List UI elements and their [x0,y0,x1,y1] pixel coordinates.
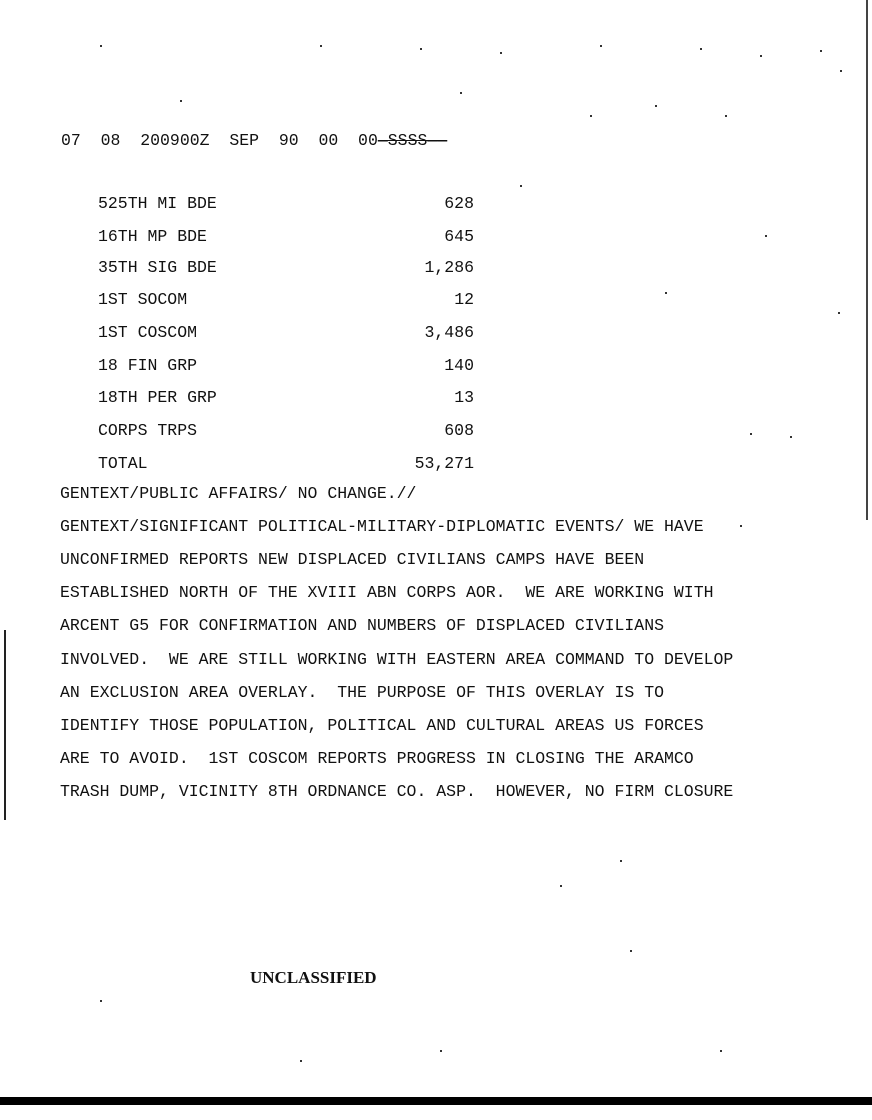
header-fields: 07 08 200900Z SEP 90 00 00 [61,131,378,150]
table-row-value: 3,486 [424,323,474,342]
speck [740,525,742,527]
table-row-value: 12 [454,290,474,309]
speck [500,52,502,54]
speck [440,1050,442,1052]
table-row-unit: 35TH SIG BDE [98,258,217,277]
speck [760,55,762,57]
table-row-unit: 1ST COSCOM [98,323,198,342]
table-row-unit: TOTAL [98,454,148,473]
table-row-value: 140 [444,356,474,375]
speck [460,92,462,94]
speck [300,1060,302,1062]
table-row-unit: 18 FIN GRP [98,356,198,375]
speck [590,115,592,117]
scan-edge-bottom [0,1097,872,1105]
speck [765,235,767,237]
speck [750,433,752,435]
table-row-value: 628 [444,194,474,213]
classification-marking: UNCLASSIFIED [250,968,377,987]
body-line: ARCENT G5 FOR CONFIRMATION AND NUMBERS OF DISPLACED CIVILIANS [60,616,664,636]
body-line: ARE TO AVOID. 1ST COSCOM REPORTS PROGRESS IN CLOSING THE ARAMCO [60,748,694,768]
speck [560,885,562,887]
body-line: AN EXCLUSION AREA OVERLAY. THE PURPOSE OF THIS OVERLAY IS TO [60,682,664,702]
body-line: GENTEXT/SIGNIFICANT POLITICAL-MILITARY-DIPLOMATIC EVENTS/ WE HAVE [60,517,704,537]
table-row-unit: 1ST SOCOM [98,290,188,309]
body-line: INVOLVED. WE ARE STILL WORKING WITH EASTERN AREA COMMAND TO DEVELOP [60,649,734,669]
scan-edge-left [4,630,6,820]
table-row-value: 13 [454,388,474,407]
table-row-value: 1,286 [424,258,474,277]
speck [665,292,667,294]
speck [700,48,702,50]
body-line: GENTEXT/PUBLIC AFFAIRS/ NO CHANGE.// [60,484,417,503]
table-row-value: 53,271 [414,454,474,473]
speck [840,70,842,72]
speck [655,105,657,107]
body-line: TRASH DUMP, VICINITY 8TH ORDNANCE CO. ASP. HOWEVER, NO FIRM CLOSURE [60,781,734,801]
speck [600,45,602,47]
speck [100,45,102,47]
table-row-value: 608 [444,421,474,440]
speck [725,115,727,117]
speck [420,48,422,50]
header-struck-text: —SSSS—— [377,131,448,150]
body-line: IDENTIFY THOSE POPULATION, POLITICAL AND CULTURAL AREAS US FORCES [60,715,704,735]
message-header [61,132,447,150]
speck [820,50,822,52]
speck [100,1000,102,1002]
table-row-unit: 525TH MI BDE [98,194,217,213]
scan-edge-right [866,0,868,520]
speck [180,100,182,102]
speck [620,860,622,862]
table-row-unit: 16TH MP BDE [98,227,207,246]
body-line: ESTABLISHED NORTH OF THE XVIII ABN CORPS AOR. WE ARE WORKING WITH [60,583,714,603]
speck [838,312,840,314]
speck [630,950,632,952]
table-row-value: 645 [444,227,474,246]
table-row-unit: CORPS TRPS [98,421,198,440]
table-row-unit: 18TH PER GRP [98,388,217,407]
body-line: UNCONFIRMED REPORTS NEW DISPLACED CIVILIANS CAMPS HAVE BEEN [60,550,645,570]
speck [720,1050,722,1052]
speck [320,45,322,47]
speck [520,185,522,187]
speck [790,436,792,438]
